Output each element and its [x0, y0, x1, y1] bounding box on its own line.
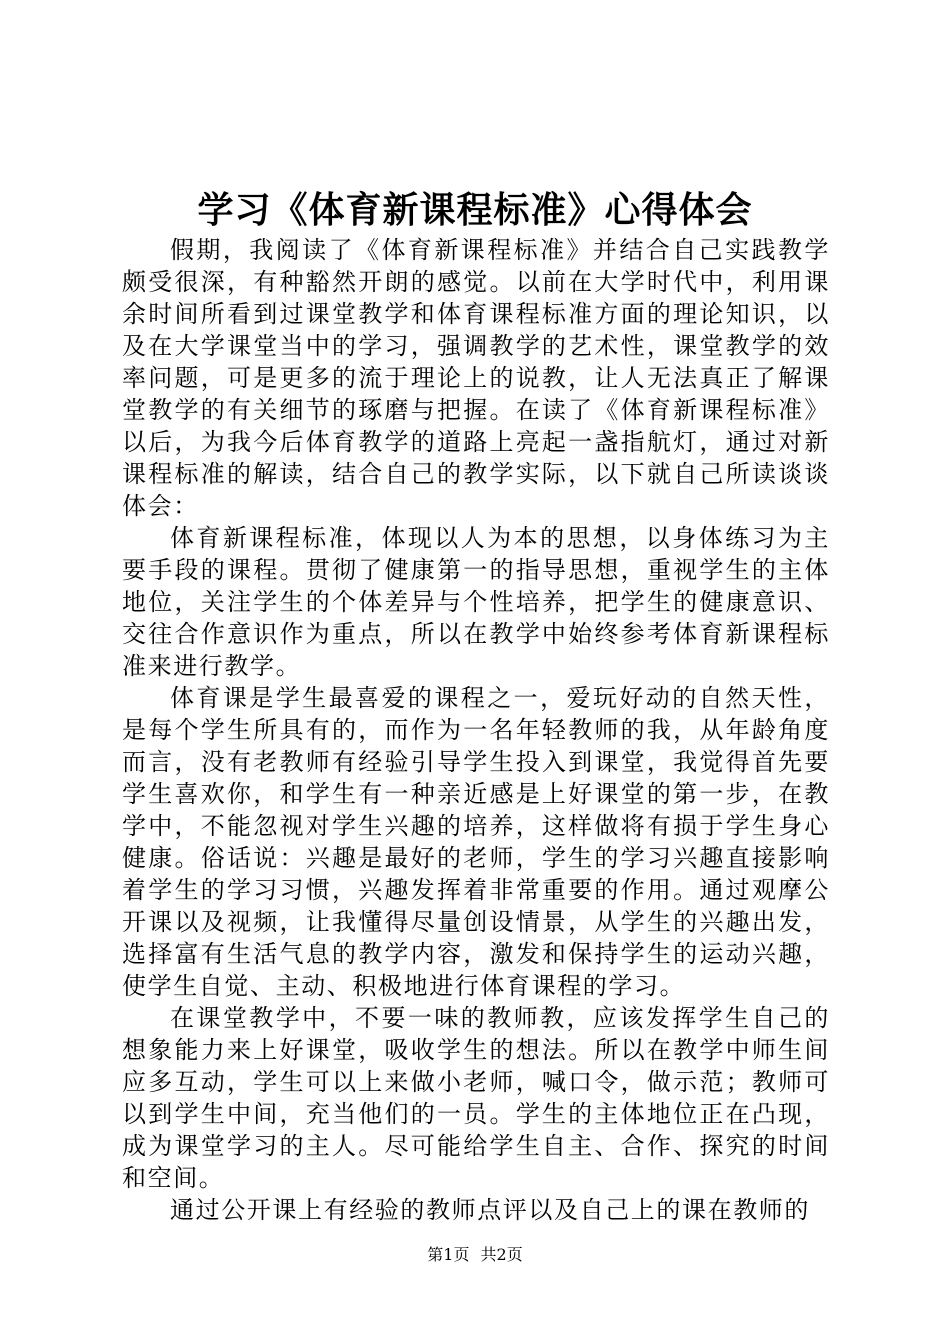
- paragraph-4: 在课堂教学中，不要一味的教师教，应该发挥学生自己的想象能力来上好课堂，吸收学生的想法。所以在教学中师生间应多互动，学生可以上来做小老师，喊口令，做示范；教师可以到学生中间，充当他们的一员。学生的主体地位正在凸现，成为课堂学习的主人。尽可能给学生自主、合作、探究的时间和空间。: [122, 1004, 830, 1192]
- paragraph-1: 假期，我阅读了《体育新课程标准》并结合自己实践教学颇受很深，有种豁然开朗的感觉。以前在大学时代中，利用课余时间所看到过课堂教学和体育课程标准方面的理论知识，以及在大学课堂当中的学习，强调教学的艺术性，课堂教学的效率问题，可是更多的流于理论上的说教，让人无法真正了解课堂教学的有关细节的琢磨与把握。在读了《体育新课程标准》以后，为我今后体育教学的道路上亮起一盏指航灯，通过对新课程标准的解读，结合自己的教学实际，以下就自己所读谈谈体会：: [122, 236, 830, 520]
- document-body: [122, 234, 830, 1226]
- paragraph-3: 体育课是学生最喜爱的课程之一，爱玩好动的自然天性，是每个学生所具有的，而作为一名年轻教师的我，从年龄角度而言，没有老教师有经验引导学生投入到课堂，我觉得首先要学生喜欢你，和学生有一种亲近感是上好课堂的第一步，在教学中，不能忽视对学生兴趣的培养，这样做将有损于学生身心健康。俗话说：兴趣是最好的老师，学生的学习兴趣直接影响着学生的学习习惯，兴趣发挥着非常重要的作用。通过观摩公开课以及视频，让我懂得尽量创设情景，从学生的兴趣出发，选择富有生活气息的教学内容，激发和保持学生的运动兴趣，使学生自觉、主动、积极地进行体育课程的学习。: [122, 684, 830, 1000]
- paragraph-5: 通过公开课上有经验的教师点评以及自己上的课在教师的: [170, 1196, 810, 1224]
- document-title: 学习《体育新课程标准》心得体会: [197, 189, 753, 231]
- paragraph-2: 体育新课程标准，体现以人为本的思想，以身体练习为主要手段的课程。贯彻了健康第一的指导思想，重视学生的主体地位，关注学生的个体差异与个性培养，把学生的健康意识、交往合作意识作为重点，所以在教学中始终参考体育新课程标准来进行教学。: [122, 524, 830, 680]
- page-number-current: 第1页: [427, 1245, 470, 1264]
- page-footer: [0, 1244, 950, 1266]
- page-number-total: 共2页: [480, 1245, 523, 1264]
